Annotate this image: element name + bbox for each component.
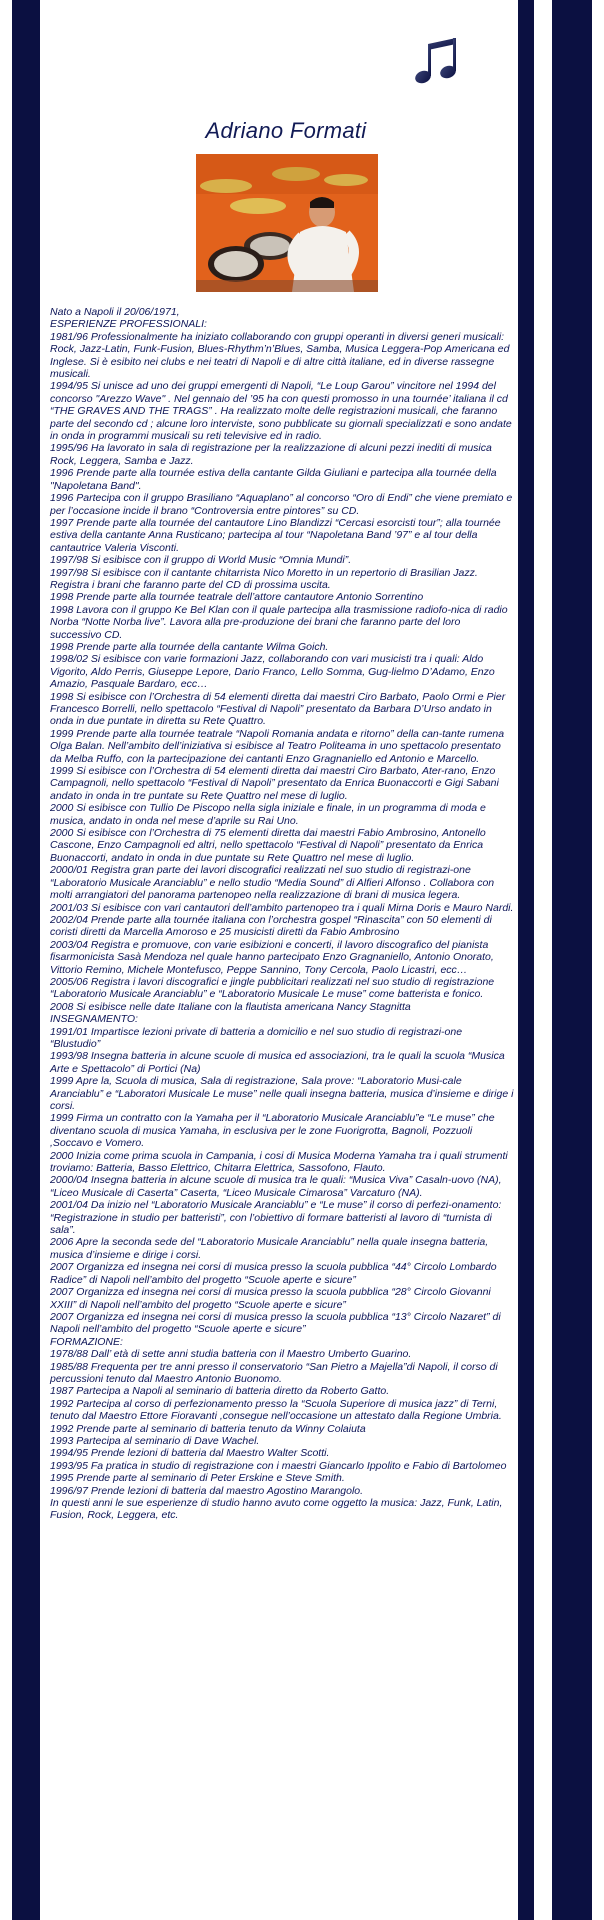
bio-line: 1993/95 Fa pratica in studio di registrazione con i maestri Giancarlo Ippolito e Fabio di Bartolomeo — [50, 1459, 507, 1472]
bio-line: 1981/96 Professionalmente ha iniziato collaborando con gruppi operanti in diversi generi musicali: Rock, Jazz-Latin, Funk-Fusion, Blues-Rhythm’n’Blues, Samba, Musica Leggera-Pop Americana ed Inglese. Si è esibito nei clubs e nei teatri di Napoli e di altre città italiane, ed in diverse rassegne musicali. — [50, 330, 510, 381]
bio-line: 1996 Partecipa con il gruppo Brasiliano “Aquaplano” al concorso “Oro di Endi” che viene premiato e per l’occasione incide il brano “Controversia entre pintores” su CD. — [50, 492, 513, 517]
bio-line: 2007 Organizza ed insegna nei corsi di musica presso la scuola pubblica “13° Circolo Nazaret” di Napoli nell’ambito del progetto “Scuole aperte e sicure” — [50, 1310, 501, 1336]
drummer-photo — [196, 154, 378, 292]
bio-line: 1992 Prende parte al seminario di batteria tenuto da Winny Colaiuta — [50, 1422, 366, 1435]
bio-line: 1996/97 Prende lezioni di batteria dal maestro Agostino Marangolo. — [50, 1484, 364, 1497]
bio-line: 1993/98 Insegna batteria in alcune scuole di musica ed associazioni, tra le quali la scuola “Musica Arte e Spettacolo” di Portici (Na) — [50, 1050, 505, 1075]
bio-line: 1999 Apre la, Scuola di musica, Sala di registrazione, Sala prove: “Laboratorio Musi-cale Aranciablu” e “Laboratori Musicale Le muse” nelle quali insegna batteria, musica d’insieme e dirige i corsi. — [50, 1075, 514, 1112]
bio-line: 2008 Si esibisce nelle date Italiane con la flautista americana Nancy Stagnitta — [50, 1000, 411, 1013]
bio-line: INSEGNAMENTO: — [50, 1013, 138, 1026]
bio-line: 1995/96 Ha lavorato in sala di registrazione per la realizzazione di alcuni pezzi inediti di musica Rock, Leggera, Samba e Jazz. — [50, 442, 492, 467]
bio-line: 2006 Apre la seconda sede del “Laboratorio Musicale Aranciablu” nella quale insegna batteria, musica d’insieme e dirige i corsi. — [50, 1236, 489, 1261]
bio-line: 1987 Partecipa a Napoli al seminario di batteria diretto da Roberto Gatto. — [50, 1385, 390, 1398]
bio-line: 1996 Prende parte alla tournée estiva della cantante Gilda Giuliani e partecipa alla tournée della "Napoletana Band". — [50, 467, 497, 492]
bio-line: In questi anni le sue esperienze di studio hanno avuto come oggetto la musica: Jazz, Funk, Latin, Fusion, Rock, Leggera, etc. — [50, 1497, 503, 1522]
bio-line: 1993 Partecipa al seminario di Dave Wachel. — [50, 1434, 260, 1447]
bio-line: 2001/04 Da inizio nel “Laboratorio Musicale Aranciablu” e “Le muse” il corso di perfezi-onamento: “Registrazione in studio per batteristi”, con l’obiettivo di formare batteristi al lavoro di “turnista di sala”. — [50, 1199, 502, 1237]
bio-line: 1998 Prende parte alla tournée della cantante Wilma Goich. — [50, 640, 329, 653]
bio-line: 1978/88 Dall’ età di sette anni studia batteria con il Maestro Umberto Guarino. — [50, 1348, 412, 1361]
bio-line: 2003/04 Registra e promuove, con varie esibizioni e concerti, il lavoro discografico del pianista fisarmonicista Sasà Mendoza nel quale hanno partecipato Enzo Gragnaniello, Antonio Onorato, Vittorio Remino, Michele Montefusco, Peppe Sannino, Tony Cercola, Paolo Licastri, ecc… — [50, 938, 494, 976]
bio-line: 1995 Prende parte al seminario di Peter Erskine e Steve Smith. — [50, 1472, 345, 1485]
bio-line: 2001/03 Si esibisce con vari cantautori dell’ambito partenopeo tra i quali Mirna Doris e Mauro Nardi. — [50, 901, 514, 914]
page-title: Adriano Formati — [205, 118, 367, 143]
bio-line: 1985/88 Frequenta per tre anni presso il conservatorio “San Pietro a Majella”di Napoli, il corso di percussioni tenuto dal Maestro Antonio Buonomo. — [50, 1360, 498, 1385]
right-border-band-inner — [518, 0, 534, 1920]
bio-line: 1994/95 Si unisce ad uno dei gruppi emergenti di Napoli, “Le Loup Garou” vincitore nel 1994 del concorso "Arezzo Wave" . Nel gennaio del ’95 ha con questi promosso in una tournée’ italiana il cd “THE GRAVES AND THE TRAGS” . Ha realizzato molte delle registrazioni musicali, che faranno parte del secondo cd ; alcune loro interviste, sono pubblicate su giornali specializzati e sono andate in onda in programmi musicali su reti televisive ed in radio. — [50, 380, 512, 443]
bio-line: 1994/95 Prende lezioni di batteria dal Maestro Walter Scotti. — [50, 1447, 330, 1460]
bio-line: 1999 Firma un contratto con la Yamaha per il “Laboratorio Musicale Aranciablu”e “Le muse” che diventano scuola di musica Yamaha, in esclusiva per le zone Fuorigrotta, Bagnoli, Pozzuoli ,Soccavo e Vomero. — [50, 1112, 495, 1150]
bio-line: 1991/01 Impartisce lezioni private di batteria a domicilio e nel suo studio di registrazi-one “Blustudio” — [50, 1025, 463, 1050]
bio-line: 2007 Organizza ed insegna nei corsi di musica presso la scuola pubblica “28° Circolo Giovanni XXIII” di Napoli nell’ambito del progetto “Scuole aperte e sicure” — [50, 1286, 491, 1311]
right-border-band-outer — [552, 0, 592, 1920]
bio-line: 2002/04 Prende parte alla tournée italiana con l’orchestra gospel “Rinascita” con 50 elementi di coristi diretti da Marcella Amoroso e 25 musicisti diretti da Fabio Ambrosino — [50, 913, 492, 939]
bio-line: 2000/04 Insegna batteria in alcune scuole di musica tra le quali: “Musica Viva” Casaln-uovo (NA), “Liceo Musicale di Caserta” Caserta, “Liceo Musicale Cimarosa” Varcaturo (NA). — [50, 1174, 502, 1199]
bio-line: 2000 Si esibisce con l’Orchestra di 75 elementi diretta dai maestri Fabio Ambrosino, Antonello Cascone, Enzo Campagnoli ed altri, nello spettacolo “Festival di Napoli” presentato da Enrica Buonaccorti, andato in onda in due puntate su Rete Quattro nel mese di luglio. — [50, 827, 486, 864]
bio-line: 1997/98 Si esibisce con il gruppo di World Music “Omnia Mundi”. — [50, 554, 352, 567]
bio-line: Nato a Napoli il 20/06/1971, — [50, 306, 180, 318]
bio-line: 1998/02 Si esibisce con varie formazioni Jazz, collaborando con vari musicisti tra i quali: Aldo Vigorito, Aldo Perris, Giuseppe Lepore, Dario Franco, Lello Somma, Gug-lielmo D’Adamo, Enzo Amazio, Pasquale Bardaro, ecc… — [50, 653, 495, 691]
bio-line: 2007 Organizza ed insegna nei corsi di musica presso la scuola pubblica “44° Circolo Lombardo Radice” di Napoli nell’ambito del progetto “Scuole aperte e sicure” — [50, 1261, 497, 1286]
bio-line: 1997/98 Si esibisce con il cantante chitarrista Nico Moretto in un repertorio di Brasilian Jazz. Registra i brani che faranno parte del CD di prossima uscita. — [50, 566, 478, 591]
bio-line: 2000/01 Registra gran parte dei lavori discografici realizzati nel suo studio di registrazi-one “Laboratorio Musicale Aranciablu” e nello studio “Media Sound” di Alfieri Alfonso . Collabora con molti arrangiatori del panorama partenopeo nella realizzazione di brani di musica legera. — [50, 864, 495, 902]
bio-line: 1999 Prende parte alla tournée teatrale “Napoli Romania andata e ritorno” della can-tante rumena Olga Balan. Nell’ambito dell’iniziativa si esibisce al Teatro Politeama in uno spettacolo presentato da Melba Ruffo, con la partecipazione dei cantanti Enzo Gragnaniello ed Antonio e Marcello. — [50, 727, 505, 765]
bio-line: 2005/06 Registra i lavori discografici e jingle pubblicitari realizzati nel suo studio di registrazione “Laboratorio Musicale Aranciablu” e “Laboratorio Musicale Le muse” come batterista e fonico. — [50, 975, 495, 1001]
bio-line: 1998 Si esibisce con l’Orchestra di 54 elementi diretta dai maestri Ciro Barbato, Paolo Ormi e Pier Francesco Borrelli, nello spettacolo “Festival di Napoli” presentato da Barbara D’Urso andato in onda in due puntate in diretta su Rete Quattro. — [50, 690, 506, 728]
bio-line: 1998 Prende parte alla tournée teatrale dell’attore cantautore Antonio Sorrentino — [50, 591, 424, 604]
bio-line: 1999 Si esibisce con l’Orchestra di 54 elementi diretta dai maestri Ciro Barbato, Ater-rano, Enzo Campagnoli, nello spettacolo “Festival di Napoli” presentato da Enrica Buonaccorti e Gigi Sabani andato in onda in tre puntate su Rete Quattro nel mese di luglio. — [50, 765, 499, 802]
bio-line: 1997 Prende parte alla tournée del cantautore Lino Blandizzi “Cercasi esorcisti tour”; alla tournée estiva della cantante Anna Rusticano; partecipa al tour “Napoletana Band ’97” e al tour della cantautrice Valeria Visconti. — [50, 516, 501, 554]
bio-line: ESPERIENZE PROFESSIONALI: — [50, 318, 207, 331]
bio-line: 1998 Lavora con il gruppo Ke Bel Klan con il quale partecipa alla trasmissione radiofo-nica di radio Norba “Notte Norba live”. Lavora alla pre-produzione dei brani che faranno parte del loro successivo CD. — [50, 603, 508, 641]
left-border-band — [12, 0, 40, 1920]
music-note-icon — [414, 36, 460, 88]
biography-text — [50, 306, 514, 1522]
bio-line: 1992 Partecipa al corso di perfezionamento presso la “Scuola Superiore di musica jazz” di Terni, tenuto dal Maestro Ettore Fioravanti ,consegue nell’occasione un attestato dalla Regione Umbria. — [50, 1397, 502, 1423]
bio-line: 2000 Inizia come prima scuola in Campania, i cosi di Musica Moderna Yamaha tra i quali strumenti troviamo: Batteria, Basso Elettrico, Chitarra Elettrica, Sassofono, Flauto. — [50, 1149, 508, 1175]
bio-line: 2000 Si esibisce con Tullio De Piscopo nella sigla iniziale e finale, in un programma di moda e musica, andato in onda nel mese d’aprile su Rai Uno. — [50, 802, 486, 827]
bio-line: FORMAZIONE: — [50, 1335, 123, 1348]
